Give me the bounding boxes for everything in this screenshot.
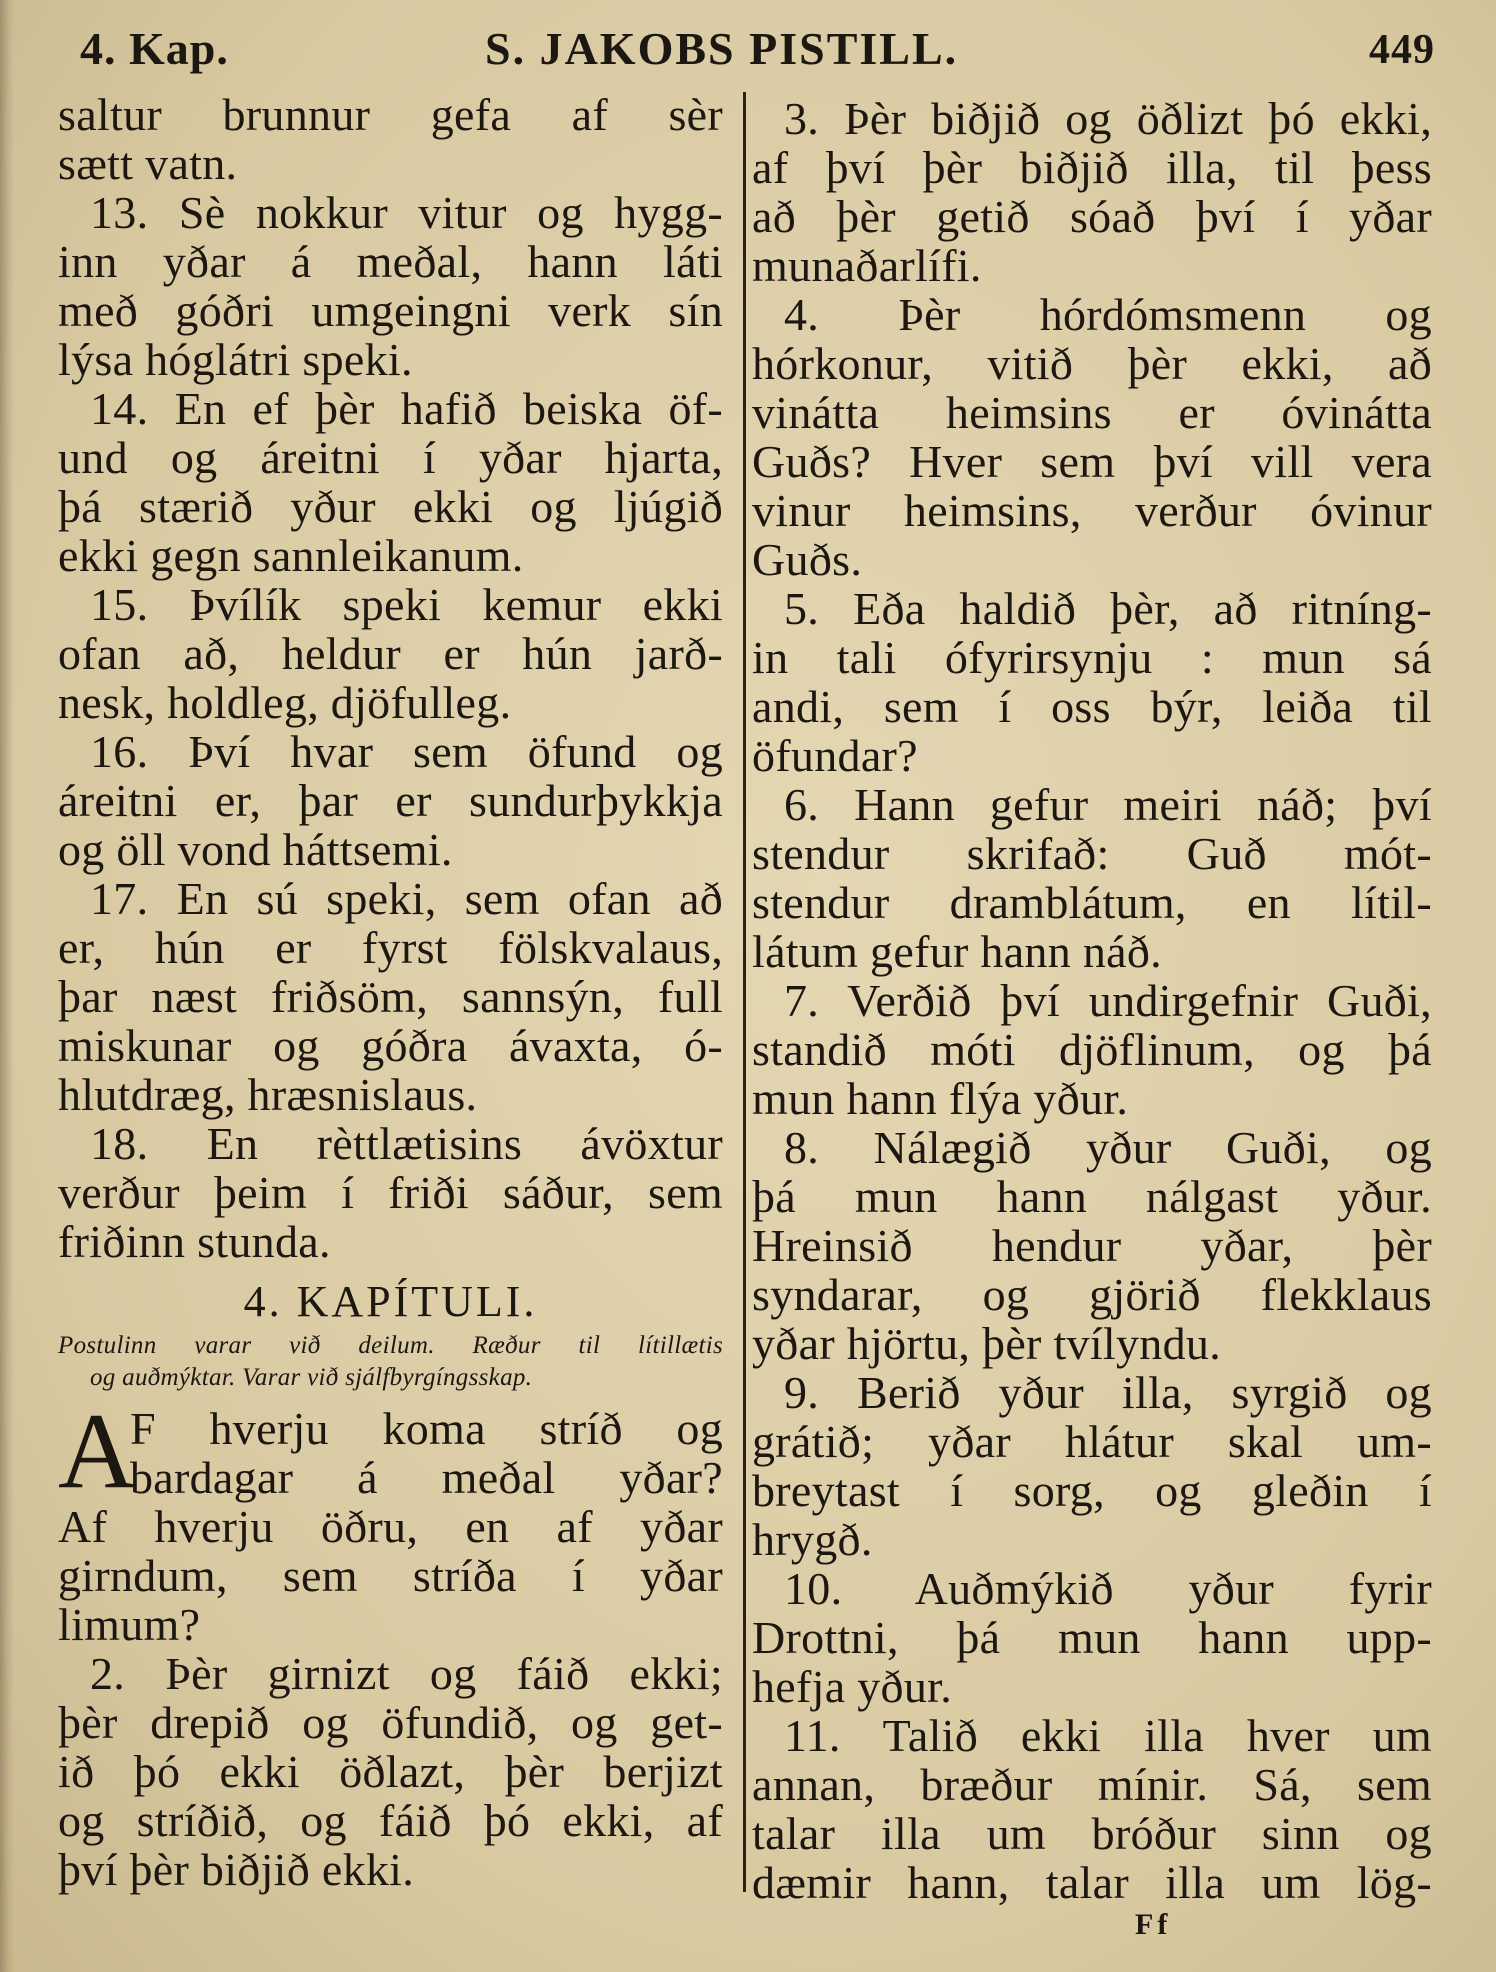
verse-line: 17. En sú speki, sem ofan að (90, 873, 723, 924)
text-line: því þèr biðjið ekki. (58, 1844, 415, 1895)
text-line: stendur dramblátum, en lítil- (752, 877, 1432, 928)
text-line: inn yðar á meðal, hann láti (58, 236, 723, 287)
chapter-summary-line: og auðmýktar. Varar við sjálfbyrgíngsskap. (90, 1364, 533, 1391)
column-divider (743, 92, 746, 1892)
verse-line: 14. En ef þèr hafið beiska öf- (90, 383, 723, 434)
text-line: látum gefur hann náð. (752, 926, 1162, 977)
verse-line: 11. Talið ekki illa hver um (784, 1710, 1432, 1761)
text-line: af því þèr biðjið illa, til þess (752, 142, 1432, 193)
text-line: yðar hjörtu, þèr tvílyndu. (752, 1318, 1221, 1369)
text-line: þar næst friðsöm, sannsýn, full (58, 971, 723, 1022)
text-line: Guðs? Hver sem því vill vera (752, 436, 1432, 487)
text-line: standið móti djöflinum, og þá (752, 1024, 1432, 1075)
text-line: dæmir hann, talar illa um lög- (752, 1857, 1432, 1908)
drop-cap: A (58, 1392, 137, 1511)
text-line: hlutdræg, hræsnislaus. (58, 1069, 478, 1120)
text-line: hrygð. (752, 1514, 873, 1565)
header-chapter: 4. Kap. (80, 23, 229, 74)
text-line: og öll vond háttsemi. (58, 824, 453, 875)
text-line: Guðs. (752, 534, 863, 585)
verse-line: 10. Auðmýkið yður fyrir (784, 1563, 1432, 1614)
text-line: in tali ófyrirsynju : mun sá (752, 632, 1432, 683)
verse-line: 16. Því hvar sem öfund og (90, 726, 723, 777)
verse-line: 7. Verðið því undirgefnir Guði, (784, 975, 1432, 1026)
chapter-summary-line: Postulinn varar við deilum. Ræður til lítillætis (58, 1332, 723, 1359)
text-line: að þèr getið sóað því í yðar (752, 191, 1432, 242)
text-line: andi, sem í oss býr, leiða til (752, 681, 1432, 732)
text-line: breytast í sorg, og gleðin í (752, 1465, 1432, 1516)
text-line: mun hann flýa yður. (752, 1073, 1129, 1124)
text-line: grátið; yðar hlátur skal um- (752, 1416, 1432, 1467)
verse-line: 6. Hann gefur meiri náð; því (784, 779, 1432, 830)
right-column (752, 94, 1432, 1907)
text-line: nesk, holdleg, djöfulleg. (58, 677, 512, 728)
text-line: girndum, sem stríða í yðar (58, 1550, 723, 1601)
text-line: ið þó ekki öðlazt, þèr berjizt (58, 1746, 723, 1797)
text-line: Hreinsið hendur yðar, þèr (752, 1220, 1432, 1271)
verse-line: 4. Þèr hórdómsmenn og (784, 289, 1432, 340)
chapter-opening (58, 1392, 723, 1511)
text-line: friðinn stunda. (58, 1216, 331, 1267)
text-line: munaðarlífi. (752, 240, 982, 291)
text-line: þèr drepið og öfundið, og get- (58, 1697, 723, 1748)
text-line: sætt vatn. (58, 138, 238, 189)
running-header (80, 22, 1435, 82)
page-edge-shadow (0, 0, 14, 1972)
verse-line: 13. Sè nokkur vitur og hygg- (90, 187, 723, 238)
text-line: og stríðið, og fáið þó ekki, af (58, 1795, 723, 1846)
text-line: þá stærið yður ekki og ljúgið (58, 481, 723, 532)
text-line: þá mun hann nálgast yður. (752, 1171, 1432, 1222)
page-number: 449 (1369, 27, 1435, 73)
text-line: Af hverju öðru, en af yðar (58, 1501, 723, 1552)
text-line: miskunar og góðra ávaxta, ó- (58, 1020, 723, 1071)
left-column (58, 90, 723, 1894)
verse-line: 2. Þèr girnizt og fáið ekki; (90, 1648, 723, 1699)
verse-line: 15. Þvílík speki kemur ekki (90, 579, 723, 630)
text-line: ofan að, heldur er hún jarð- (58, 628, 723, 679)
verse-line: 5. Eða haldið þèr, að ritníng- (784, 583, 1432, 634)
text-line: limum? (58, 1599, 201, 1650)
text-line: ekki gegn sannleikanum. (58, 530, 524, 581)
text-line: syndarar, og gjörið flekklaus (752, 1269, 1432, 1320)
text-line: F hverju koma stríð og (130, 1403, 723, 1454)
text-line: annan, bræður mínir. Sá, sem (752, 1759, 1432, 1810)
text-line: stendur skrifað: Guð mót- (752, 828, 1432, 879)
text-line: verður þeim í friði sáður, sem (58, 1167, 723, 1218)
text-line: með góðri umgeingni verk sín (58, 285, 723, 336)
text-line: öfundar? (752, 730, 918, 781)
text-line: talar illa um bróður sinn og (752, 1808, 1432, 1859)
verse-line: 18. En rèttlætisins ávöxtur (90, 1118, 723, 1169)
verse-line: 9. Berið yður illa, syrgið og (784, 1367, 1432, 1418)
text-line: lýsa hóglátri speki. (58, 334, 413, 385)
text-line: saltur brunnur gefa af sèr (58, 89, 723, 140)
text-line: áreitni er, þar er sundurþykkja (58, 775, 723, 826)
header-title: S. JAKOBS PISTILL. (485, 23, 959, 74)
verse-line: 8. Nálægið yður Guði, og (784, 1122, 1432, 1173)
chapter-heading: 4. KAPÍTULI. (243, 1277, 538, 1326)
signature-mark: Ff (1135, 1908, 1172, 1941)
text-line: Drottni, þá mun hann upp- (752, 1612, 1432, 1663)
text-line: hefja yður. (752, 1661, 953, 1712)
text-line: bardagar á meðal yðar? (130, 1452, 723, 1503)
text-line: vinátta heimsins er óvinátta (752, 387, 1432, 438)
text-line: vinur heimsins, verður óvinur (752, 485, 1432, 536)
text-line: hórkonur, vitið þèr ekki, að (752, 338, 1432, 389)
text-line: und og áreitni í yðar hjarta, (58, 432, 723, 483)
text-line: er, hún er fyrst fölskvalaus, (58, 922, 723, 973)
verse-line: 3. Þèr biðjið og öðlizt þó ekki, (784, 93, 1432, 144)
